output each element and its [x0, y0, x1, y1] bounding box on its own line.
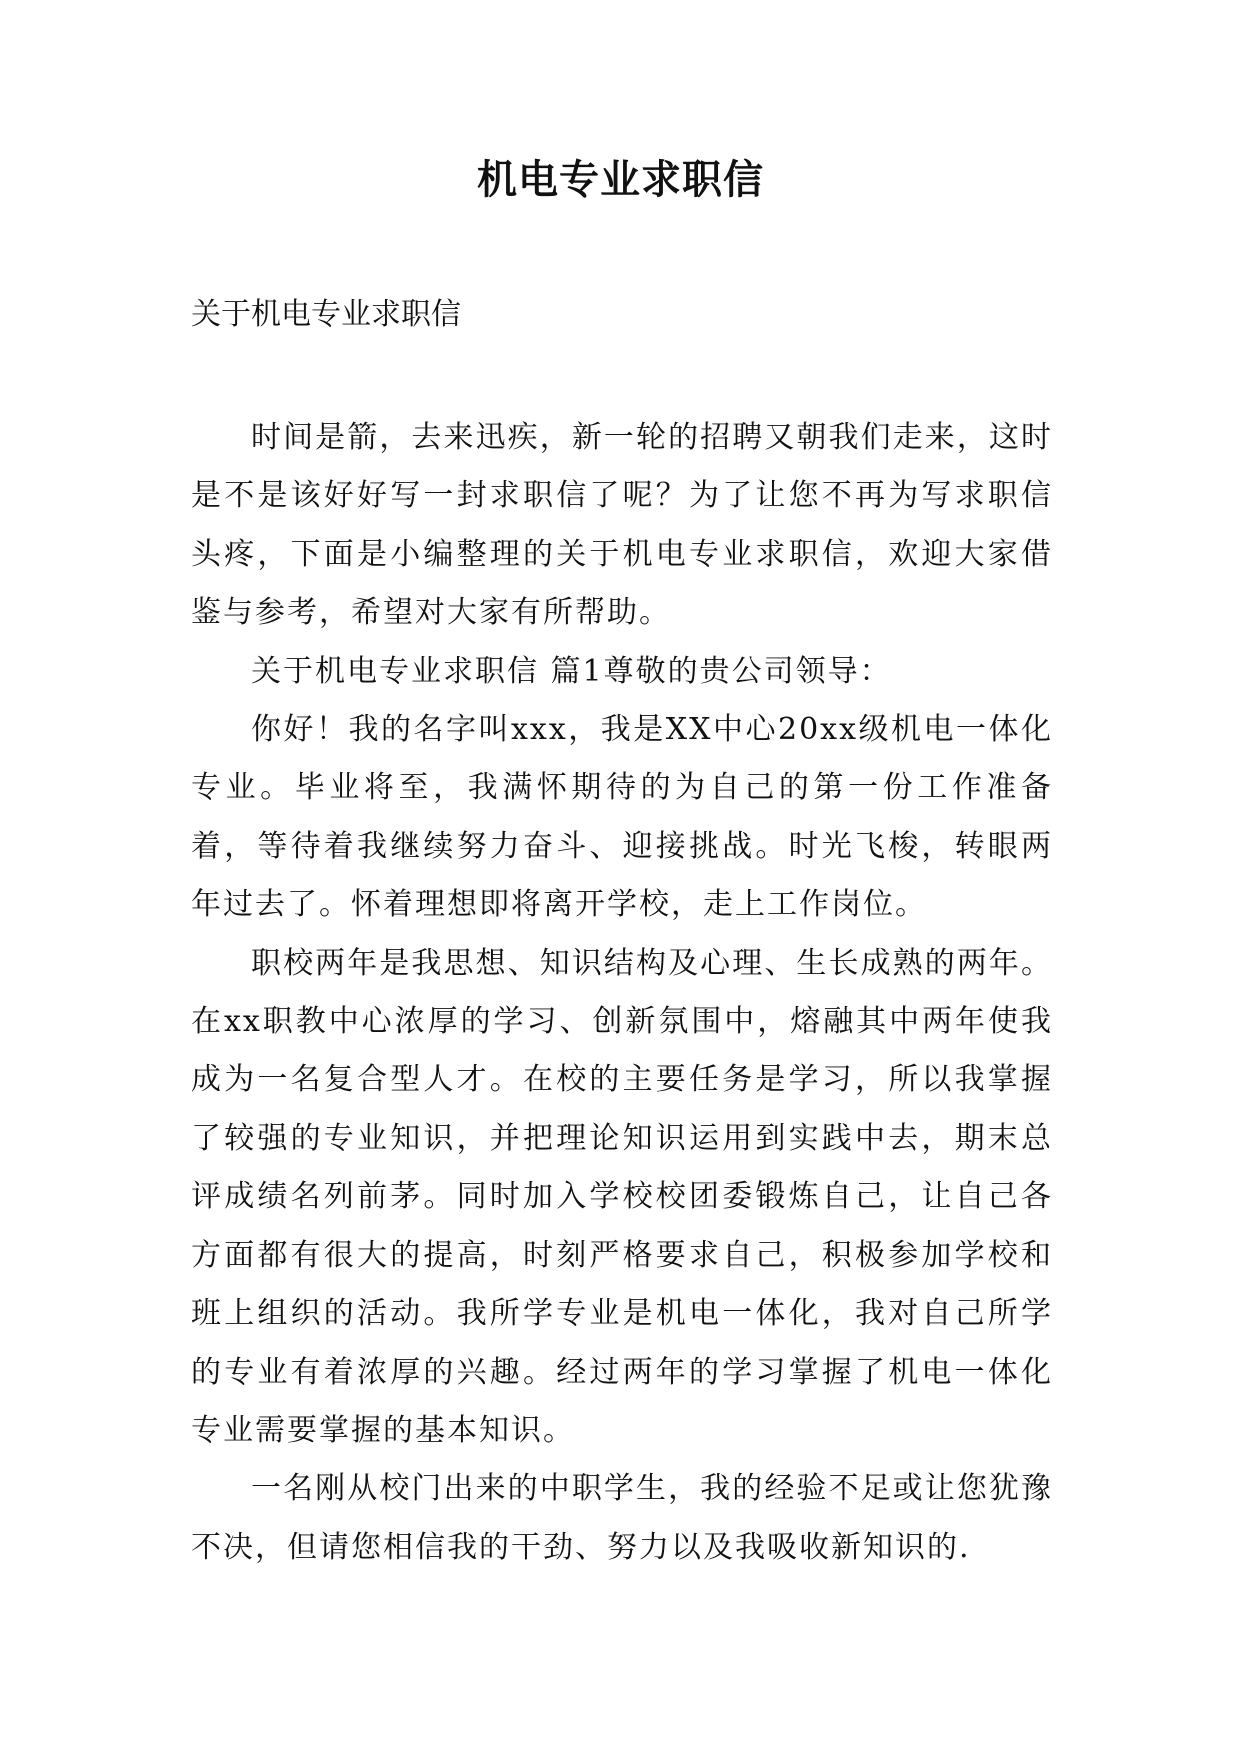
document-subtitle: 关于机电专业求职信	[191, 297, 461, 332]
paragraph-school-experience: 职校两年是我思想、知识结构及心理、生长成熟的两年。在xx职教中心浓厚的学习、创新氛围中，熔融其中两年使我成为一名复合型人才。在校的主要任务是学习，所以我掌握了较强的专业知识，并把理论知识运用到实践中去，期末总评成绩名列前茅。同时加入学校校团委锻炼自己，让自己各方面都有很大的提高，时刻严格要求自己，积极参加学校和班上组织的活动。我所学专业是机电一体化，我对自己所学的专业有着浓厚的兴趣。经过两年的学习掌握了机电一体化专业需要掌握的基本知识。	[191, 945, 1053, 1448]
document-body	[191, 409, 1053, 1577]
document-title: 机电专业求职信	[477, 156, 764, 203]
paragraph-self-introduction: 你好！我的名字叫xxx，我是XX中心20xx级机电一体化专业。毕业将至，我满怀期待的为自己的第一份工作准备着，等待着我继续努力奋斗、迎接挑战。时光飞梭，转眼两年过去了。怀着理想即将离开学校，走上工作岗位。	[191, 712, 1053, 923]
paragraph-closing: 一名刚从校门出来的中职学生，我的经验不足或让您犹豫不决，但请您相信我的干劲、努力以及我吸收新知识的.	[191, 1471, 1053, 1565]
paragraph-intro: 时间是箭，去来迅疾，新一轮的招聘又朝我们走来，这时是不是该好好写一封求职信了呢？为了让您不再为写求职信头疼，下面是小编整理的关于机电专业求职信，欢迎大家借鉴与参考，希望对大家有所帮助。	[191, 420, 1053, 631]
paragraph-salutation: 关于机电专业求职信 篇1尊敬的贵公司领导：	[251, 653, 892, 689]
